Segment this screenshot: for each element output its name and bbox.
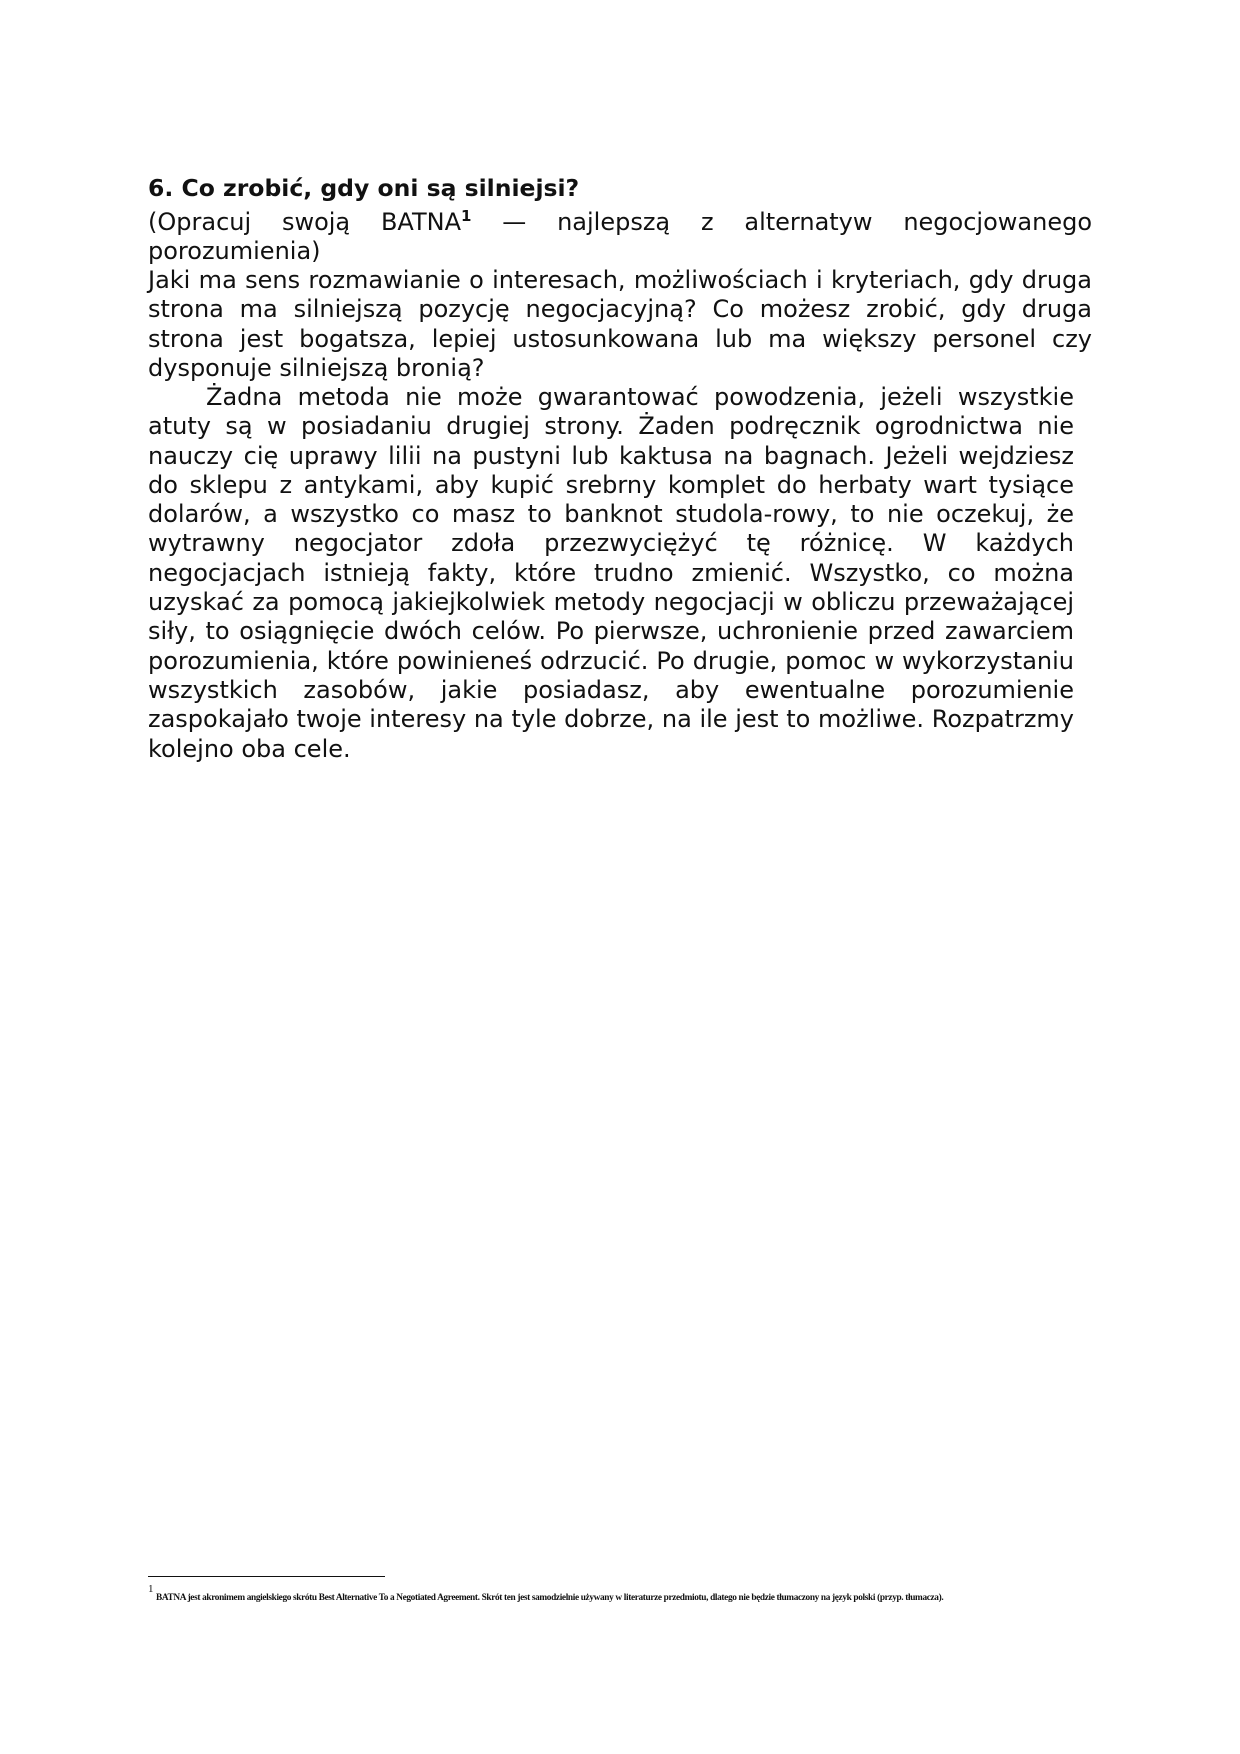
intro-paragraph: Jaki ma sens rozmawianie o interesach, możliwościach i kryteriach, gdy druga strona ma silniejszą pozycję negocjacyjną? Co możesz zrobić, gdy druga strona jest bogatsza, lepiej ustosunkowana lub ma większy personel czy dysponuje silniejszą bronią?: [148, 266, 1092, 382]
section-subtitle: [148, 208, 1092, 267]
subtitle-text: (Opracuj swoją BATNA: [148, 208, 462, 236]
subtitle-text-continued: — najlepszą z alternatyw negocjowanego porozumienia): [148, 208, 1093, 266]
footnote-text: BATNA jest akronimem angielskiego skrótu Best Alternative To a Negotiated Agreement. Skrót ten jest samodzielnie używany w literaturze przedmiotu, dlatego nie będzie tłumaczony na język polski (przyp. tłumacza).: [156, 1593, 944, 1603]
footnote-number: 1: [148, 1583, 154, 1595]
body-paragraph: Żadna metoda nie może gwarantować powodzenia, jeżeli wszystkie atuty są w posiadaniu drugiej strony. Żaden podręcznik ogrodnictwa nie nauczy cię uprawy lilii na pustyni lub kaktusa na bagnach. Jeżeli wejdziesz do sklepu z antykami, aby kupić srebrny komplet do herbaty wart tysiące dolarów, a wszystko co masz to banknot studola-rowy, to nie oczekuj, że wytrawny negocjator zdoła przezwyciężyć tę różnicę. W każdych negocjacjach istnieją fakty, które trudno zmienić. Wszystko, co można uzyskać za pomocą jakiejkolwiek metody negocjacji w obliczu przeważającej siły, to osiągnięcie dwóch celów. Po pierwsze, uchronienie przed zawarciem porozumienia, które powinieneś odrzucić. Po drugie, pomoc w wykorzystaniu wszystkich zasobów, jakie posiadasz, aby ewentualne porozumienie zaspokajało twoje interesy na tyle dobrze, na ile jest to możliwe. Rozpatrzmy kolejno oba cele.: [148, 383, 1074, 763]
footnote-separator: [148, 1576, 385, 1577]
footnote-reference: 1: [461, 207, 472, 225]
section-heading: 6. Co zrobić, gdy oni są silniejsi?: [148, 174, 580, 202]
